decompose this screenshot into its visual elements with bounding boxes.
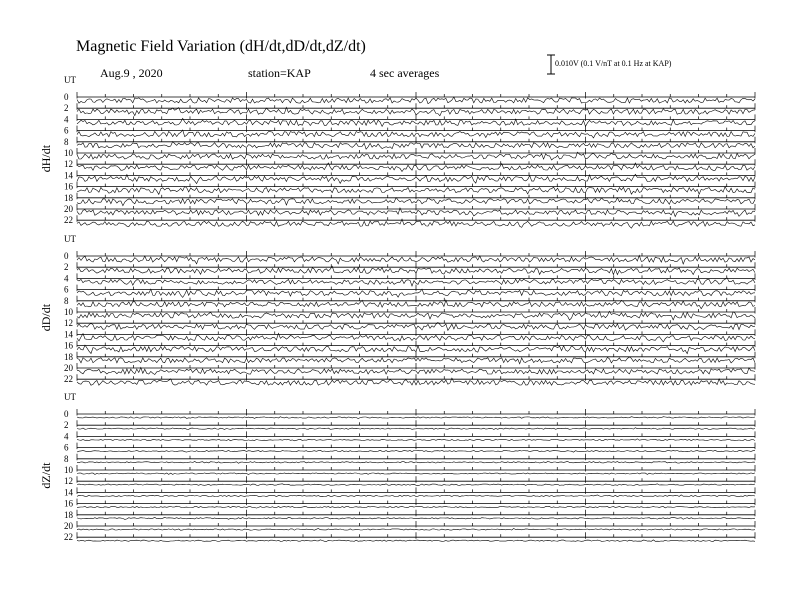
scale-bar-label: 0.010V (0.1 V/nT at 0.1 Hz at KAP) [555,59,672,68]
series-line [77,484,755,486]
row-hour-label: 10 [64,465,73,475]
panel-ylabel: dZ/dt [39,462,53,489]
series-line [77,506,755,508]
row-hour-label: 12 [64,318,73,329]
averaging-label: 4 sec averages [370,66,440,80]
series-line [77,439,755,441]
series-line [77,450,755,452]
row-hour-label: 20 [64,204,73,214]
row-hour-label: 8 [64,136,69,147]
row-hour-label: 6 [64,284,69,295]
row-hour-label: 16 [64,181,73,192]
row-hour-label: 18 [64,351,73,362]
row-hour-label: 2 [64,262,69,273]
series-line [77,529,755,531]
row-hour-label: 16 [64,498,73,509]
row-hour-label: 22 [64,374,73,385]
row-hour-label: 14 [64,329,73,340]
row-hour-label: 6 [64,442,69,453]
row-hour-label: 4 [64,273,69,284]
row-hour-label: 4 [64,114,69,125]
row-hour-label: 22 [64,532,73,543]
series-line [77,473,755,475]
row-hour-label: 6 [64,125,69,136]
row-hour-label: 10 [64,148,73,158]
series-line [77,428,755,430]
ut-label: UT [64,234,76,244]
ut-label: UT [64,392,76,402]
row-hour-label: 18 [64,192,73,203]
series-line [77,417,755,419]
row-hour-label: 14 [64,170,73,181]
row-hour-label: 0 [64,409,69,419]
row-hour-label: 10 [64,307,73,317]
row-hour-label: 20 [64,363,73,373]
row-hour-label: 20 [64,521,73,531]
row-hour-label: 0 [64,92,69,102]
row-hour-label: 12 [64,159,73,170]
row-hour-label: 12 [64,476,73,487]
series-line [77,461,755,463]
date-label: Aug.9 , 2020 [100,66,163,80]
station-label: station=KAP [248,66,311,80]
scale-bar [547,55,555,74]
row-hour-label: 2 [64,420,69,431]
panel-ylabel: dH/dt [39,144,53,173]
row-hour-label: 14 [64,487,73,498]
panel-dH-dt [39,75,755,228]
row-hour-label: 0 [64,251,69,261]
series-line [77,97,755,104]
row-hour-label: 2 [64,103,69,114]
panel-dZ-dt [39,392,755,542]
series-line [77,517,755,519]
series-line [77,495,755,497]
row-hour-label: 22 [64,215,73,226]
panel-ylabel: dD/dt [39,303,53,332]
row-hour-label: 4 [64,431,69,442]
series-line [77,540,755,542]
row-hour-label: 18 [64,509,73,520]
chart-title: Magnetic Field Variation (dH/dt,dD/dt,dZ/dt) [76,38,366,55]
row-hour-label: 8 [64,295,69,306]
panel-dD-dt [39,234,755,385]
ut-label: UT [64,75,76,85]
row-hour-label: 16 [64,340,73,351]
row-hour-label: 8 [64,453,69,464]
